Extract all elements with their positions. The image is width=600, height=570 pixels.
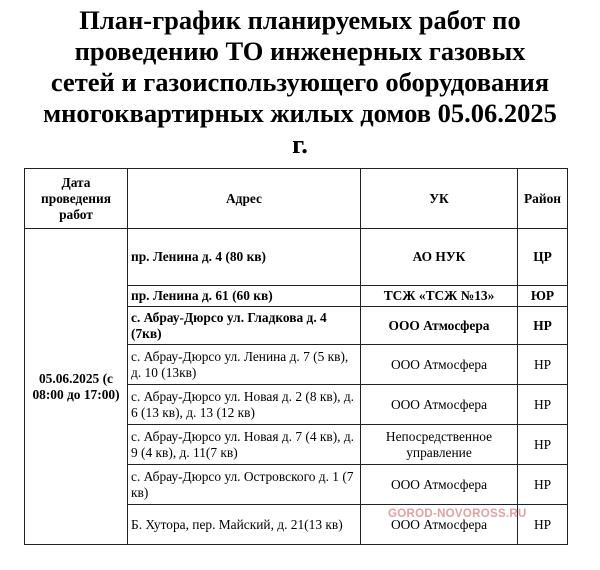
title-line: многоквартирных жилых домов 05.06.2025 [43, 98, 557, 128]
district-cell: НР [518, 465, 568, 505]
table-row [25, 229, 568, 286]
site-watermark: GOROD-NOVOROSS.RU [388, 508, 527, 520]
district-cell: НР [518, 385, 568, 425]
header-date: Дата проведения работ [25, 169, 128, 229]
address-cell: с. Абрау-Дюрсо ул. Островского д. 1 (7 кв) [128, 465, 361, 505]
document-title [0, 5, 600, 160]
header-address: Адрес [128, 169, 361, 229]
uk-cell: ООО Атмосфера [361, 505, 518, 545]
uk-cell: ООО Атмосфера [361, 307, 518, 345]
address-cell: Б. Хутора, пер. Майский, д. 21(13 кв) [128, 505, 361, 545]
address-cell: пр. Ленина д. 61 (60 кв) [128, 286, 361, 307]
uk-cell: ТСЖ «ТСЖ №13» [361, 286, 518, 307]
district-cell: НР [518, 345, 568, 385]
address-cell: с. Абрау-Дюрсо ул. Гладкова д. 4 (7кв) [128, 307, 361, 345]
district-cell: ЦР [518, 229, 568, 286]
title-line: проведению ТО инженерных газовых [74, 36, 526, 66]
district-cell: НР [518, 505, 568, 545]
title-line: г. [292, 129, 308, 159]
address-cell: с. Абрау-Дюрсо ул. Новая д. 2 (8 кв), д. 6 (13 кв), д. 13 (12 кв) [128, 385, 361, 425]
uk-cell: ООО Атмосфера [361, 465, 518, 505]
title-line: План-график планируемых работ по [79, 5, 521, 35]
address-cell: с. Абрау-Дюрсо ул. Ленина д. 7 (5 кв), д. 10 (13кв) [128, 345, 361, 385]
title-line: сетей и газоиспользующего оборудования [50, 67, 550, 97]
uk-cell: АО НУК [361, 229, 518, 286]
schedule-table [24, 168, 568, 545]
uk-cell: Непосредственное управление [361, 425, 518, 465]
address-cell: пр. Ленина д. 4 (80 кв) [128, 229, 361, 286]
table-header-row [25, 169, 568, 229]
header-district: Район [518, 169, 568, 229]
address-cell: с. Абрау-Дюрсо ул. Новая д. 7 (4 кв), д. 9 (4 кв), д. 11(7 кв) [128, 425, 361, 465]
date-cell: 05.06.2025 (с 08:00 до 17:00) [25, 229, 128, 545]
district-cell: ЮР [518, 286, 568, 307]
district-cell: НР [518, 425, 568, 465]
header-uk: УК [361, 169, 518, 229]
uk-cell: ООО Атмосфера [361, 345, 518, 385]
district-cell: НР [518, 307, 568, 345]
uk-cell: ООО Атмосфера [361, 385, 518, 425]
